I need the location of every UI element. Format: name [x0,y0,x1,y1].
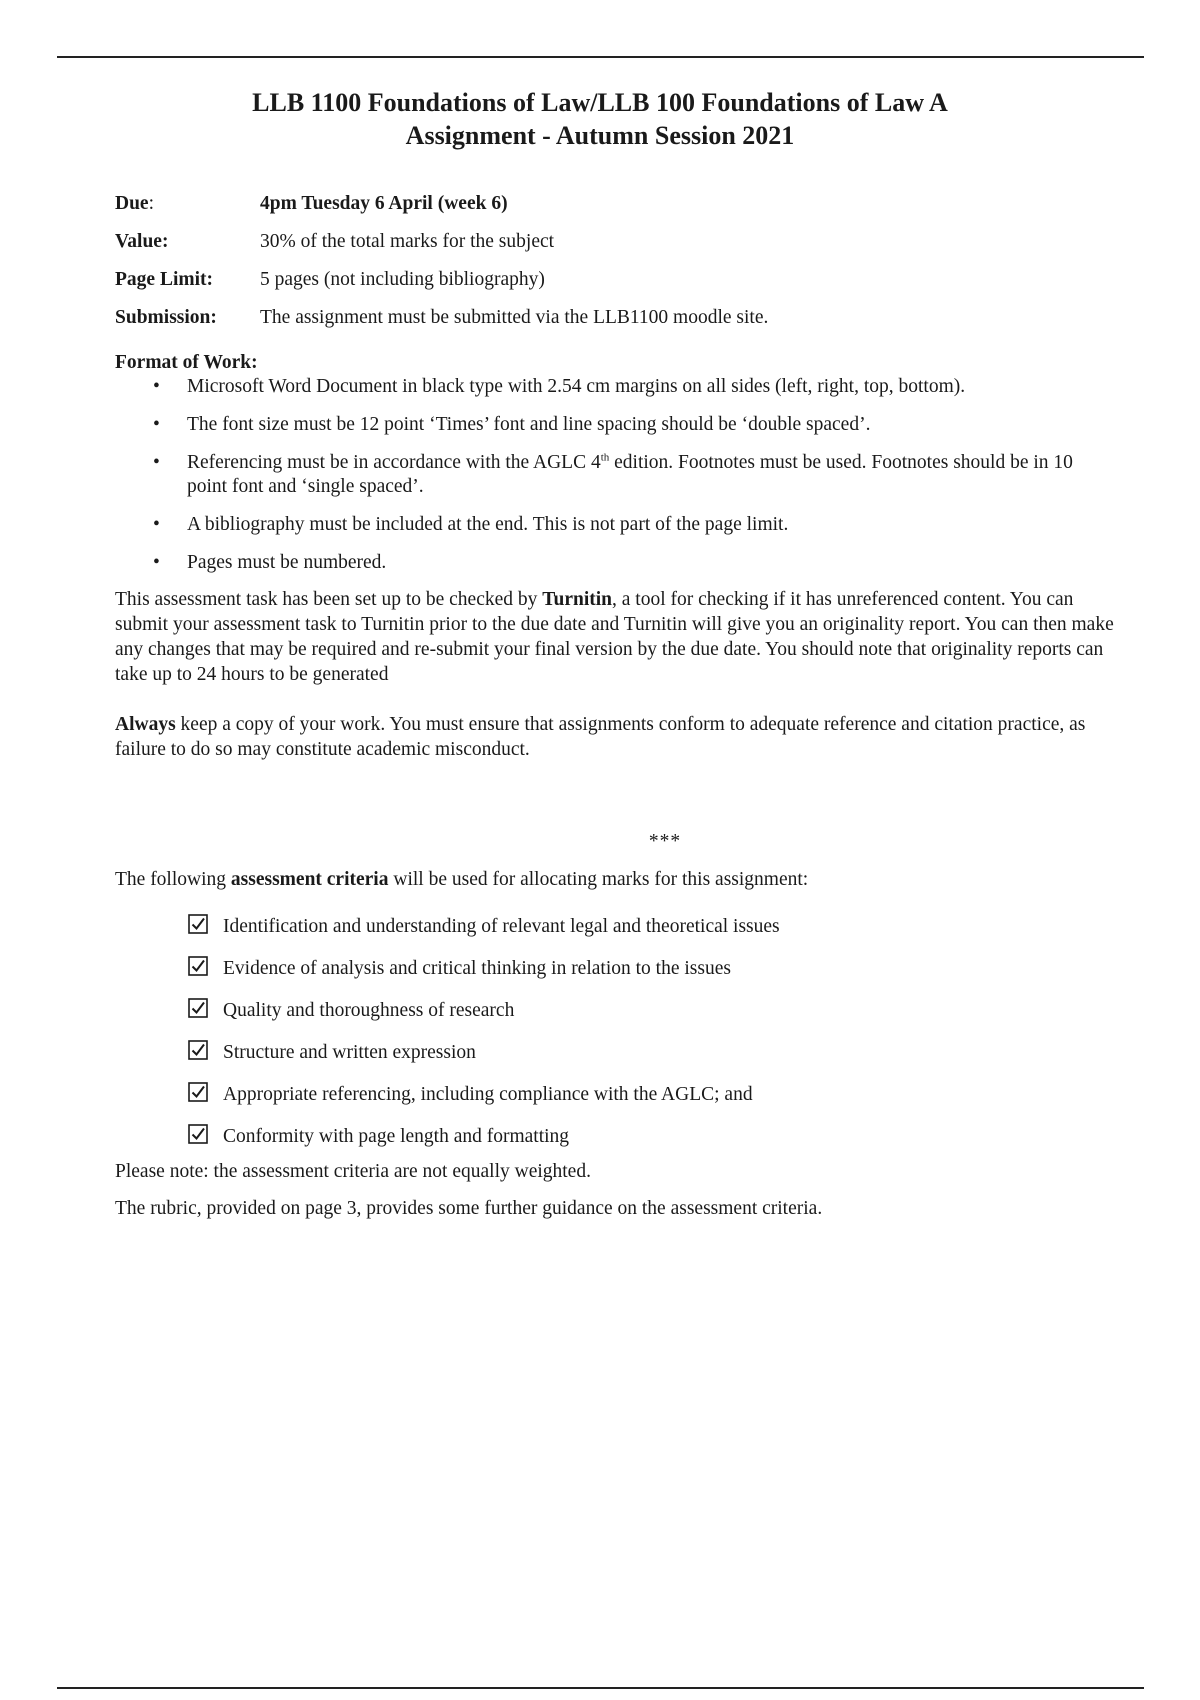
section-separator: *** [648,831,682,852]
document-title [85,86,1115,152]
format-item: • A bibliography must be included at the end. This is not part of the page limit. [153,514,789,535]
criteria-item: Conformity with page length and formatting [115,1116,1115,1158]
bullet-icon: • [153,552,160,573]
criteria-intro: The following assessment criteria will be used for allocating marks for this assignment: [115,869,809,890]
criteria-item: Quality and thoroughness of research [115,990,1115,1032]
title-line-2: Assignment - Autumn Session 2021 [405,121,795,150]
format-item-referencing: • Referencing must be in accordance with the AGLC 4th edition. Footnotes must be used. Footnotes should be in 10 point font and ‘single spaced’. [153,451,1073,497]
checked-box-icon [188,998,208,1018]
page-limit-row [115,261,1115,299]
submission-value: The assignment must be submitted via the LLB1100 moodle site. [260,307,769,328]
rubric-note: The rubric, provided on page 3, provides some further guidance on the assessment criteria. [115,1198,823,1219]
bullet-icon: • [153,514,160,535]
checked-box-icon [188,956,208,976]
bullet-icon: • [153,452,160,473]
weighting-note: Please note: the assessment criteria are not equally weighted. [115,1161,591,1182]
assignment-details [115,185,1115,337]
criteria-item: Appropriate referencing, including compliance with the AGLC; and [115,1074,1115,1116]
criteria-item: Structure and written expression [115,1032,1115,1074]
page-limit-value: 5 pages (not including bibliography) [260,269,545,290]
criteria-item: Identification and understanding of relevant legal and theoretical issues [115,906,1115,948]
format-list [115,375,1115,575]
value-label: Value: [115,231,169,252]
bullet-icon: • [153,376,160,397]
criteria-list [115,906,1115,1158]
keep-copy-paragraph: Always keep a copy of your work. You must ensure that assignments conform to adequate reference and citation practice, as failure to do so may constitute academic misconduct. [115,714,1086,760]
value-value: 30% of the total marks for the subject [260,231,555,252]
turnitin-paragraph: This assessment task has been set up to be checked by Turnitin, a tool for checking if it has unreferenced content. You can submit your assessment task to Turnitin prior to the due date and Turnitin will give you an originality report. You can then make any changes that may be required and re-submit your final version by the due date. You should note that originality reports can take up to 24 hours to be generated [115,589,1114,685]
page-limit-label: Page Limit: [115,269,214,290]
submission-label: Submission: [115,307,217,328]
checked-box-icon [188,914,208,934]
due-row [115,185,1115,223]
submission-row [115,299,1115,337]
format-item: • Microsoft Word Document in black type with 2.54 cm margins on all sides (left, right, top, bottom). [153,376,966,397]
bottom-rule [57,1687,1144,1689]
criteria-item: Evidence of analysis and critical thinking in relation to the issues [115,948,1115,990]
due-label: Due: [115,193,155,214]
format-item: • Pages must be numbered. [153,552,387,573]
value-row [115,223,1115,261]
title-line-1: LLB 1100 Foundations of Law/LLB 100 Foundations of Law A [252,88,948,117]
due-value: 4pm Tuesday 6 April (week 6) [260,193,508,214]
checked-box-icon [188,1040,208,1060]
checked-box-icon [188,1082,208,1102]
turnitin-term: Turnitin [542,589,613,610]
checked-box-icon [188,1124,208,1144]
top-rule [57,56,1144,58]
format-heading: Format of Work: [115,352,258,373]
bullet-icon: • [153,414,160,435]
assignment-document [115,86,1115,1221]
format-item: • The font size must be 12 point ‘Times’ font and line spacing should be ‘double spaced’. [153,414,871,435]
